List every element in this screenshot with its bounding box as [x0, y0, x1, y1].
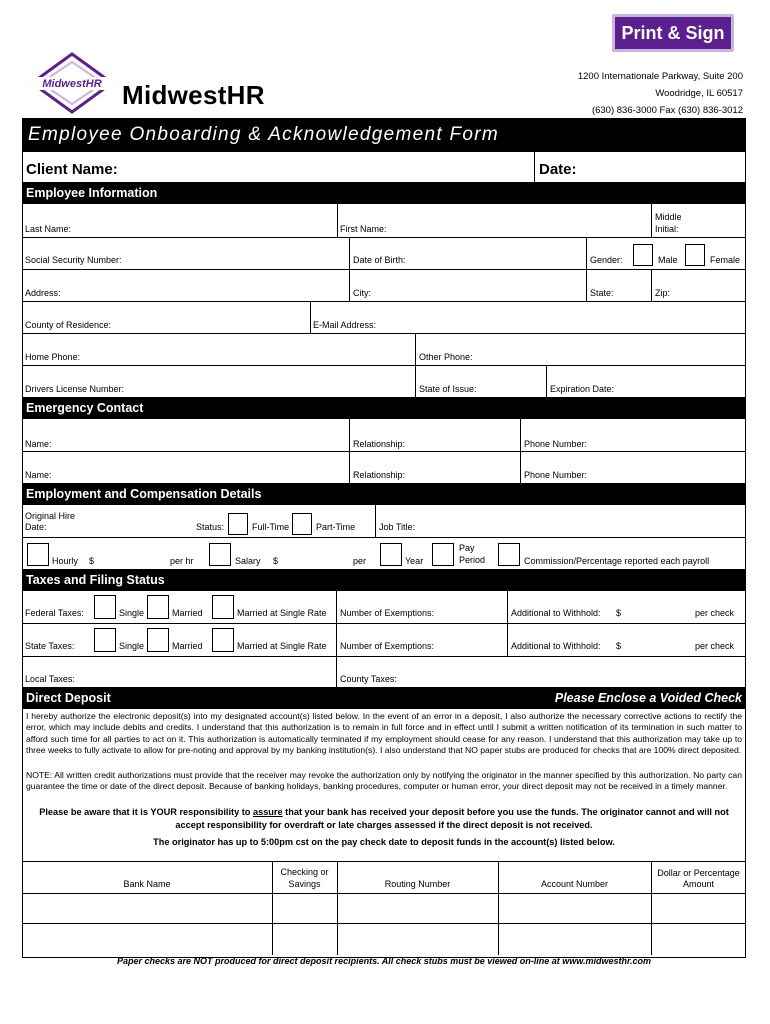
federal-married-single-label: Married at Single Rate [237, 608, 327, 618]
gender-label: Gender: [590, 255, 623, 265]
emergency-name-label-2: Name: [25, 470, 52, 480]
commission-checkbox[interactable] [498, 543, 520, 566]
county-label: County of Residence: [25, 320, 112, 330]
federal-married-single-checkbox[interactable] [212, 595, 234, 619]
original-hire-label: Original Hire [25, 511, 76, 521]
voided-check-note: Please Enclose a Voided Check [554, 691, 742, 705]
federal-married-checkbox[interactable] [147, 595, 169, 619]
midwesthr-logo [26, 52, 118, 112]
dl-number-label: Drivers License Number: [25, 384, 125, 394]
female-checkbox[interactable] [685, 244, 705, 266]
federal-per-check: per check [695, 608, 735, 618]
account-header: Account Number [540, 879, 609, 889]
checking-header: Checking or [280, 867, 329, 877]
bank-row-1[interactable] [23, 894, 745, 923]
state-label: State: [590, 288, 614, 298]
state-single-checkbox[interactable] [94, 628, 116, 652]
savings-header: Savings [288, 879, 321, 889]
state-additional-label: Additional to Withhold: [511, 641, 601, 651]
client-name-label: Client Name: [26, 161, 118, 178]
address-label: Address: [25, 288, 61, 298]
federal-taxes-label: Federal Taxes: [25, 608, 84, 618]
company-address-line1: 1200 Internationale Parkway, Suite 200 [577, 71, 743, 82]
hire-date-label: Date: [25, 522, 47, 532]
status-label: Status: [196, 522, 225, 532]
hourly-checkbox[interactable] [27, 543, 49, 566]
year-checkbox[interactable] [380, 543, 402, 566]
state-exemptions-label: Number of Exemptions: [340, 641, 435, 651]
bank-name-header: Bank Name [123, 879, 171, 889]
county-taxes-label: County Taxes: [340, 674, 397, 684]
note-paragraph: NOTE: All written credit authorizations must provide that the receiver may revoke the authorization only by notifying the originator in the manner specified by this authorization. No party can guarantee the time or date of the direct deposit. Because of banking holidays, banking procedures, computer or human error, your direct deposit may not be received in a timely manner. [26, 770, 742, 792]
state-additional-dollar: $ [616, 641, 622, 651]
company-phone: (630) 836-3000 Fax (630) 836-3012 [591, 105, 743, 116]
salary-label: Salary [235, 556, 261, 566]
city-label: City: [353, 288, 371, 298]
footer-note: Paper checks are NOT produced for direct deposit recipients. All check stubs must be viewed on-line at www.midwesthr.com [117, 956, 651, 966]
period-label: Period [459, 555, 486, 565]
year-label: Year [405, 556, 424, 566]
other-phone-label: Other Phone: [419, 352, 473, 362]
form-title: Employee Onboarding & Acknowledgement Form [22, 118, 746, 152]
part-time-label: Part-Time [316, 522, 356, 532]
emergency-heading: Emergency Contact [22, 397, 746, 419]
salary-checkbox[interactable] [209, 543, 231, 566]
email-label: E-Mail Address: [313, 320, 377, 330]
federal-single-label: Single [119, 608, 145, 618]
authorization-paragraph: I hereby authorize the electronic deposit(s) into my designated account(s) listed below. In the event of an error in a deposit, I also authorize the necessary corrective actions to rectify the error, which may include debits and credits. I understand that this authorization is to remain in full force and in effect until I submit a written notification of its termination in such matter to afford such time for all parties to act on it. This authorization is automatically terminated if my employment should cease for any reason. I understand that this authorization may take up to three weeks to fully activate to allow for pre-noting and approval by my banking institution(s). I also understand that NO paper stubs are produced for checks that are 100% direct deposited. [26, 711, 742, 755]
female-label: Female [710, 255, 741, 265]
relationship-label-2: Relationship: [353, 470, 406, 480]
dollar-pct-header: Dollar or Percentage [657, 868, 740, 878]
home-phone-label: Home Phone: [25, 352, 81, 362]
salary-dollar: $ [273, 556, 279, 566]
phone-number-label-2: Phone Number: [524, 470, 588, 480]
pay-period-checkbox[interactable] [432, 543, 454, 566]
state-taxes-label: State Taxes: [25, 641, 75, 651]
bank-row-2[interactable] [23, 924, 745, 954]
logo-text: MidwestHR [42, 78, 102, 90]
federal-exemptions-label: Number of Exemptions: [340, 608, 435, 618]
part-time-checkbox[interactable] [292, 513, 312, 535]
federal-married-label: Married [172, 608, 203, 618]
first-name-label: First Name: [340, 224, 387, 234]
job-title-label: Job Title: [379, 522, 416, 532]
expiration-label: Expiration Date: [550, 384, 615, 394]
local-taxes-label: Local Taxes: [25, 674, 75, 684]
state-issue-label: State of Issue: [419, 384, 477, 394]
direct-deposit-title: Direct Deposit [26, 691, 111, 705]
state-single-label: Single [119, 641, 145, 651]
per-hr-label: per hr [170, 556, 194, 566]
date-label: Date: [539, 161, 577, 178]
date-field[interactable] [580, 155, 740, 179]
federal-single-checkbox[interactable] [94, 595, 116, 619]
relationship-label-1: Relationship: [353, 439, 406, 449]
middle-label: Middle [655, 212, 682, 222]
initial-label: Initial: [655, 224, 679, 234]
amount-header: Amount [682, 879, 715, 889]
state-married-label: Married [172, 641, 203, 651]
employment-heading: Employment and Compensation Details [22, 483, 746, 505]
federal-additional-dollar: $ [616, 608, 622, 618]
emergency-name-label-1: Name: [25, 439, 52, 449]
routing-header: Routing Number [384, 879, 451, 889]
client-name-field[interactable] [118, 155, 528, 179]
state-per-check: per check [695, 641, 735, 651]
last-name-label: Last Name: [25, 224, 72, 234]
company-name: MidwestHR [122, 80, 265, 110]
hourly-dollar: $ [89, 556, 95, 566]
employee-info-heading: Employee Information [22, 182, 746, 204]
dob-label: Date of Birth: [353, 255, 406, 265]
per-label: per [353, 556, 367, 566]
federal-additional-label: Additional to Withhold: [511, 608, 601, 618]
state-married-single-checkbox[interactable] [212, 628, 234, 652]
male-label: Male [658, 255, 678, 265]
full-time-label: Full-Time [252, 522, 290, 532]
hourly-label: Hourly [52, 556, 79, 566]
state-married-checkbox[interactable] [147, 628, 169, 652]
company-address-line2: Woodridge, IL 60517 [655, 88, 743, 99]
print-sign-button[interactable]: Print & Sign [612, 14, 734, 52]
full-time-checkbox[interactable] [228, 513, 248, 535]
responsibility-notice: Please be aware that it is YOUR responsibility to assure that your bank has received your deposit before you use the funds. The originator cannot and will not accept responsibility for overdraft or late charges assessed if the direct deposit is not received. [39, 807, 729, 830]
direct-deposit-heading [22, 687, 746, 709]
male-checkbox[interactable] [633, 244, 653, 266]
phone-number-label-1: Phone Number: [524, 439, 588, 449]
pay-label: Pay [459, 543, 475, 553]
zip-label: Zip: [655, 288, 671, 298]
ssn-label: Social Security Number: [25, 255, 122, 265]
commission-label: Commission/Percentage reported each payroll [524, 556, 710, 566]
deposit-deadline-notice: The originator has up to 5:00pm cst on the pay check date to deposit funds in the account(s) listed below. [153, 837, 615, 847]
taxes-heading: Taxes and Filing Status [22, 569, 746, 591]
state-married-single-label: Married at Single Rate [237, 641, 327, 651]
